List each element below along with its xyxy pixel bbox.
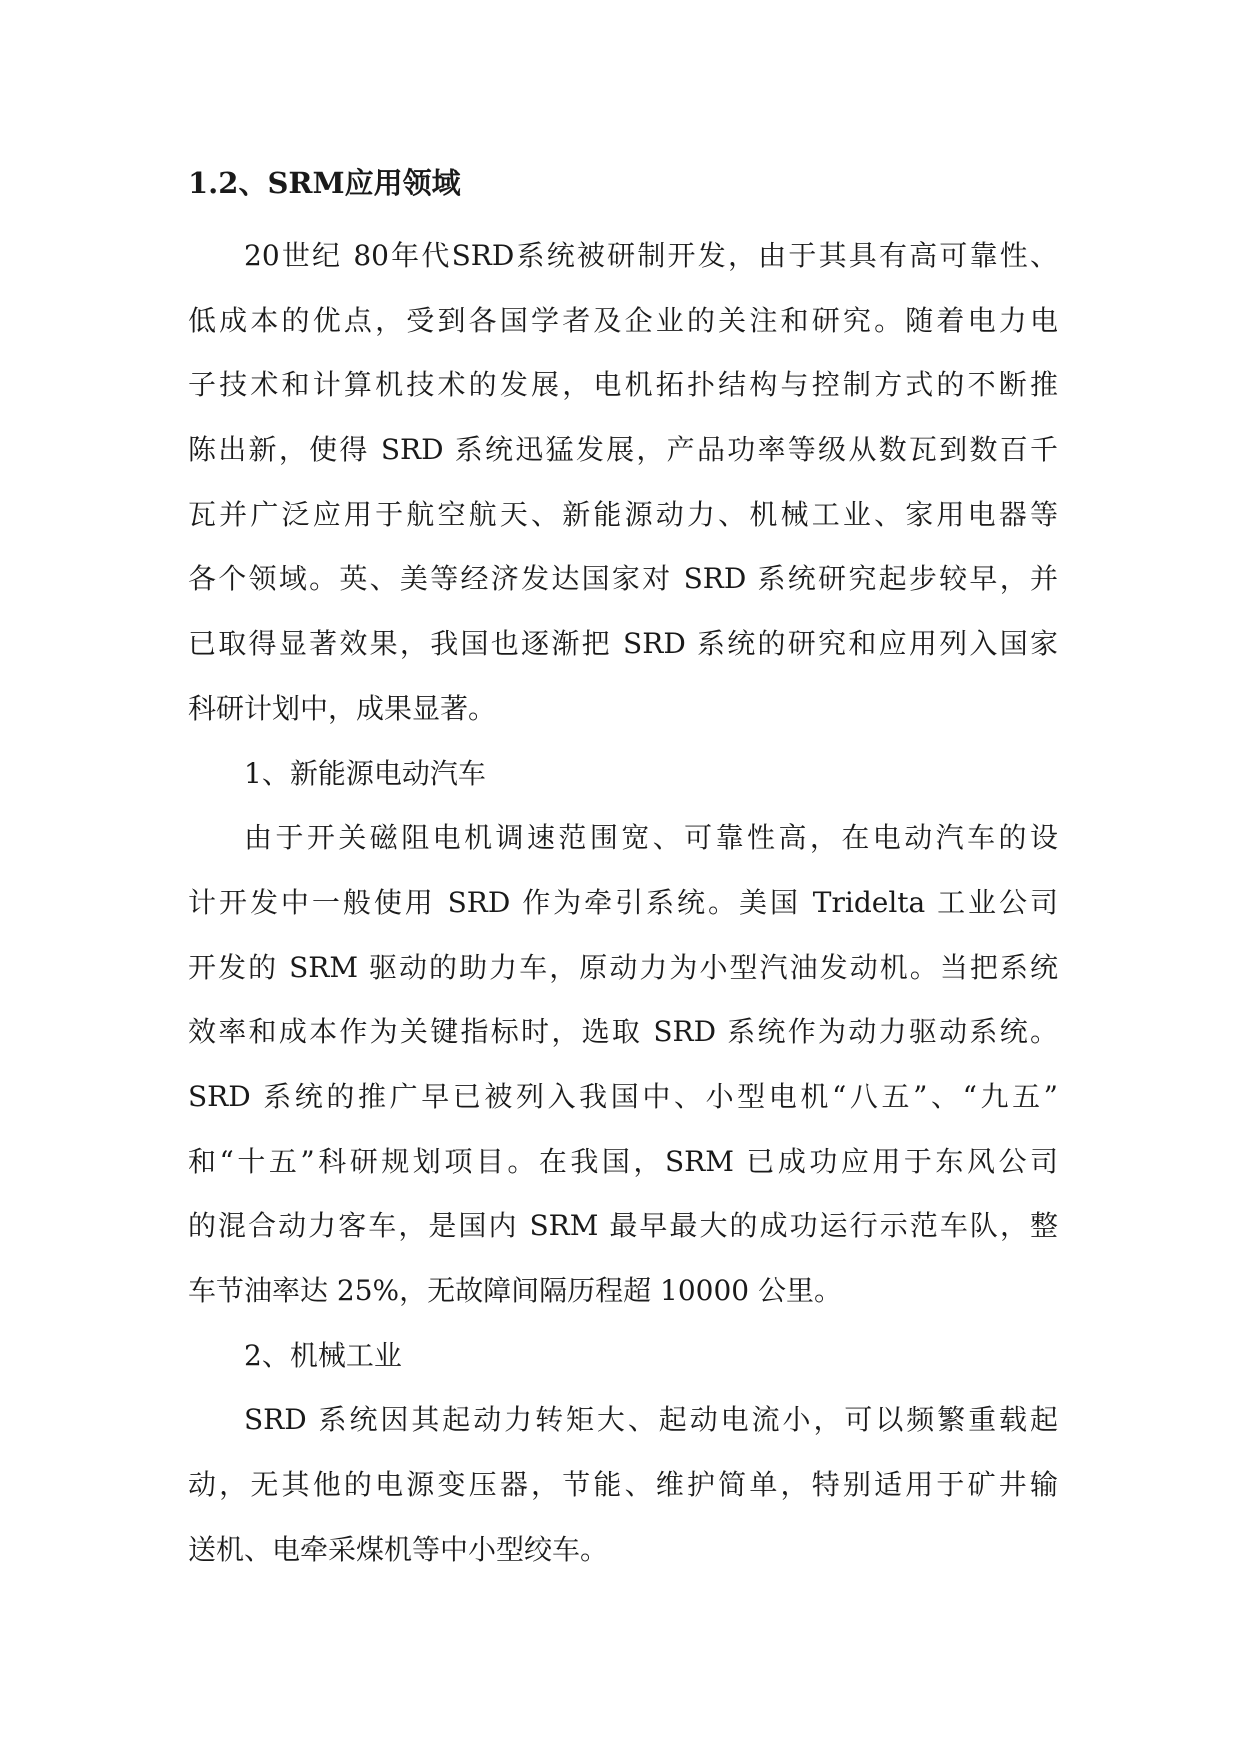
paragraph-line: 的混合动力客车，是国内 SRM 最早最大的成功运行示范车队，整 (188, 1209, 1058, 1243)
subsection-title: 1、新能源电动汽车 (244, 756, 486, 790)
paragraph-line: 由于开关磁阻电机调速范围宽、可靠性高，在电动汽车的设 (244, 821, 1058, 855)
body-text (188, 224, 1058, 1582)
paragraph-line: 动，无其他的电源变压器，节能、维护简单，特别适用于矿井输 (188, 1468, 1058, 1502)
paragraph-line: 20世纪 80年代SRD系统被研制开发，由于其具有高可靠性、 (244, 239, 1058, 272)
subsection-title: 2、机械工业 (244, 1338, 402, 1372)
paragraph-line: 各个领域。英、美等经济发达国家对 SRD 系统研究起步较早，并 (188, 562, 1058, 596)
paragraph-line: 计开发中一般使用 SRD 作为牵引系统。美国 Tridelta 工业公司 (188, 885, 1058, 919)
paragraph-line: 科研计划中，成果显著。 (188, 691, 497, 725)
paragraph-line: 已取得显著效果，我国也逐渐把 SRD 系统的研究和应用列入国家 (188, 627, 1058, 661)
paragraph-line: SRD 系统因其起动力转矩大、起动电流小，可以频繁重载起 (244, 1403, 1058, 1437)
paragraph-line: 和“十五”科研规划项目。在我国，SRM 已成功应用于东风公司 (188, 1144, 1058, 1178)
paragraph-line: 低成本的优点，受到各国学者及企业的关注和研究。随着电力电 (188, 303, 1058, 337)
paragraph-line: 开发的 SRM 驱动的助力车，原动力为小型汽油发动机。当把系统 (188, 950, 1058, 984)
section-heading: 1.2、SRM应用领域 (188, 166, 461, 200)
paragraph-line: 瓦并广泛应用于航空航天、新能源动力、机械工业、家用电器等 (188, 497, 1058, 531)
paragraph-line: 陈出新，使得 SRD 系统迅猛发展，产品功率等级从数瓦到数百千 (188, 433, 1058, 467)
paragraph-line: 子技术和计算机技术的发展，电机拓扑结构与控制方式的不断推 (188, 368, 1058, 402)
paragraph-line: 车节油率达 25%，无故障间隔历程超 10000 公里。 (188, 1274, 843, 1307)
paragraph-line: 效率和成本作为关键指标时，选取 SRD 系统作为动力驱动系统。 (188, 1015, 1058, 1049)
paragraph-line: 送机、电牵采煤机等中小型绞车。 (188, 1532, 609, 1566)
paragraph-line: SRD 系统的推广早已被列入我国中、小型电机“八五”、“九五” (188, 1079, 1058, 1113)
